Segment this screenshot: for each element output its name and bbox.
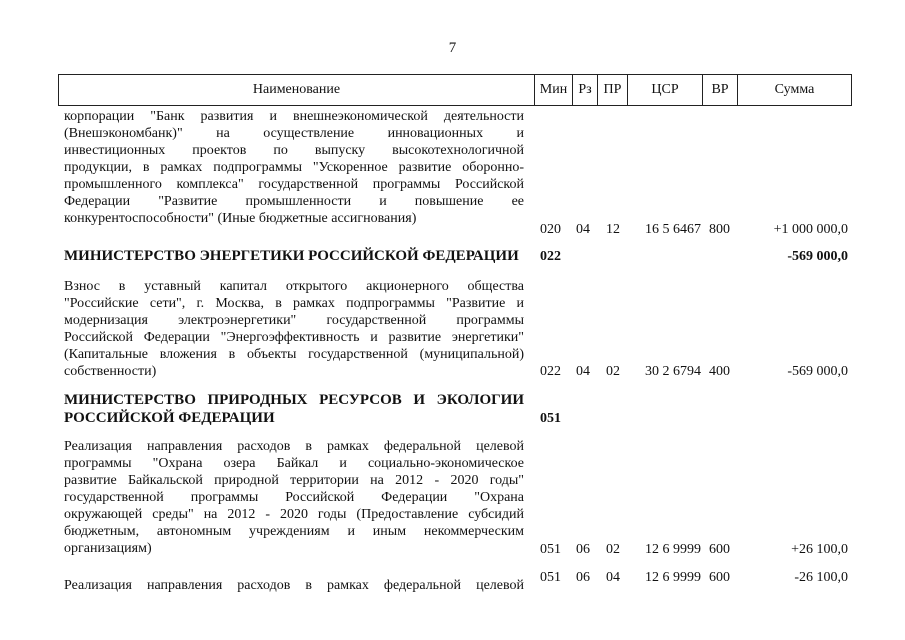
cell-pr: 12	[606, 222, 620, 237]
desc-line: промышленного комплекса" государственной программы Российской	[64, 177, 524, 192]
desc-line: (Внешэкономбанк)" на осуществление инновационных и	[64, 126, 524, 141]
desc-line: модернизация электроэнергетики" государственной программы	[64, 313, 524, 328]
desc-line: продукции, в рамках подпрограммы "Ускоренное развитие оборонно-	[64, 160, 524, 175]
cell-csr: 12 6 9999	[645, 570, 701, 585]
ministry-line: МИНИСТЕРСТВО ПРИРОДНЫХ РЕСУРСОВ И ЭКОЛОГИИ	[64, 392, 524, 408]
cell-min: 051	[540, 542, 561, 557]
row-description	[64, 577, 524, 594]
cell-csr: 30 2 6794	[645, 364, 701, 379]
header-pr: ПР	[597, 75, 627, 105]
cell-pr: 02	[606, 364, 620, 379]
desc-line: развитие Байкальской природной территории на 2012 - 2020 годы"	[64, 473, 524, 488]
cell-rz: 04	[576, 364, 590, 379]
ministry-line: МИНИСТЕРСТВО ЭНЕРГЕТИКИ РОССИЙСКОЙ ФЕДЕРАЦИИ	[64, 248, 519, 264]
cell-vr: 800	[709, 222, 730, 237]
desc-line: Российской Федерации "Энергоэффективность и развитие энергетики"	[64, 330, 524, 345]
header-name: Наименование	[252, 82, 341, 97]
cell-min: 022	[540, 364, 561, 379]
desc-line: бюджетным, автономным учреждениям и иным некоммерческим	[64, 524, 524, 539]
desc-line: конкурентоспособности" (Иные бюджетные ассигнования)	[64, 211, 417, 226]
desc-line: Реализация направления расходов в рамках федеральной целевой	[64, 439, 524, 454]
cell-rz: 06	[576, 542, 590, 557]
desc-line: собственности)	[64, 364, 157, 379]
cell-sum: +26 100,0	[791, 542, 848, 557]
cell-sum: -26 100,0	[794, 570, 848, 585]
row-description	[64, 108, 524, 227]
desc-line: организациям)	[64, 541, 152, 556]
table-header	[58, 74, 852, 106]
cell-min: 020	[540, 222, 561, 237]
cell-rz: 04	[576, 222, 590, 237]
header-sum: Сумма	[737, 75, 851, 105]
cell-sum: +1 000 000,0	[773, 222, 848, 237]
cell-vr: 600	[709, 570, 730, 585]
desc-line: "Российские сети", г. Москва, в рамках подпрограммы "Развитие и	[64, 296, 524, 311]
page-number: 7	[448, 40, 457, 56]
cell-sum: -569 000,0	[787, 364, 848, 379]
cell-pr: 02	[606, 542, 620, 557]
desc-line: государственной программы Российской Федерации "Охрана	[64, 490, 524, 505]
cell-min: 022	[540, 249, 561, 264]
cell-sum: -569 000,0	[787, 249, 848, 264]
desc-line: программы "Охрана озера Байкал и социально-экономическое	[64, 456, 524, 471]
ministry-heading	[64, 391, 524, 427]
desc-line: Федерации "Развитие промышленности и повышение ее	[64, 194, 524, 209]
cell-min: 051	[540, 411, 561, 426]
desc-line: Реализация направления расходов в рамках федеральной целевой	[64, 578, 524, 593]
cell-vr: 400	[709, 364, 730, 379]
header-rz: Рз	[572, 75, 597, 105]
desc-line: корпорации "Банк развития и внешнеэкономической деятельности	[64, 109, 524, 124]
header-min: Мин	[534, 75, 572, 105]
desc-line: инвестиционных проектов по выпуску высокотехнологичной	[64, 143, 524, 158]
row-description	[64, 278, 524, 380]
ministry-line: РОССИЙСКОЙ ФЕДЕРАЦИИ	[64, 410, 275, 426]
desc-line: окружающей среды" на 2012 - 2020 годы (Предоставление субсидий	[64, 507, 524, 522]
cell-min: 051	[540, 570, 561, 585]
desc-line: Взнос в уставный капитал открытого акционерного общества	[64, 279, 524, 294]
row-description	[64, 438, 524, 557]
ministry-heading	[64, 247, 524, 265]
desc-line: (Капитальные вложения в объекты государственной (муниципальной)	[64, 347, 524, 362]
cell-vr: 600	[709, 542, 730, 557]
header-vr: ВР	[702, 75, 737, 105]
cell-csr: 16 5 6467	[645, 222, 701, 237]
cell-csr: 12 6 9999	[645, 542, 701, 557]
header-csr: ЦСР	[627, 75, 702, 105]
cell-rz: 06	[576, 570, 590, 585]
cell-pr: 04	[606, 570, 620, 585]
